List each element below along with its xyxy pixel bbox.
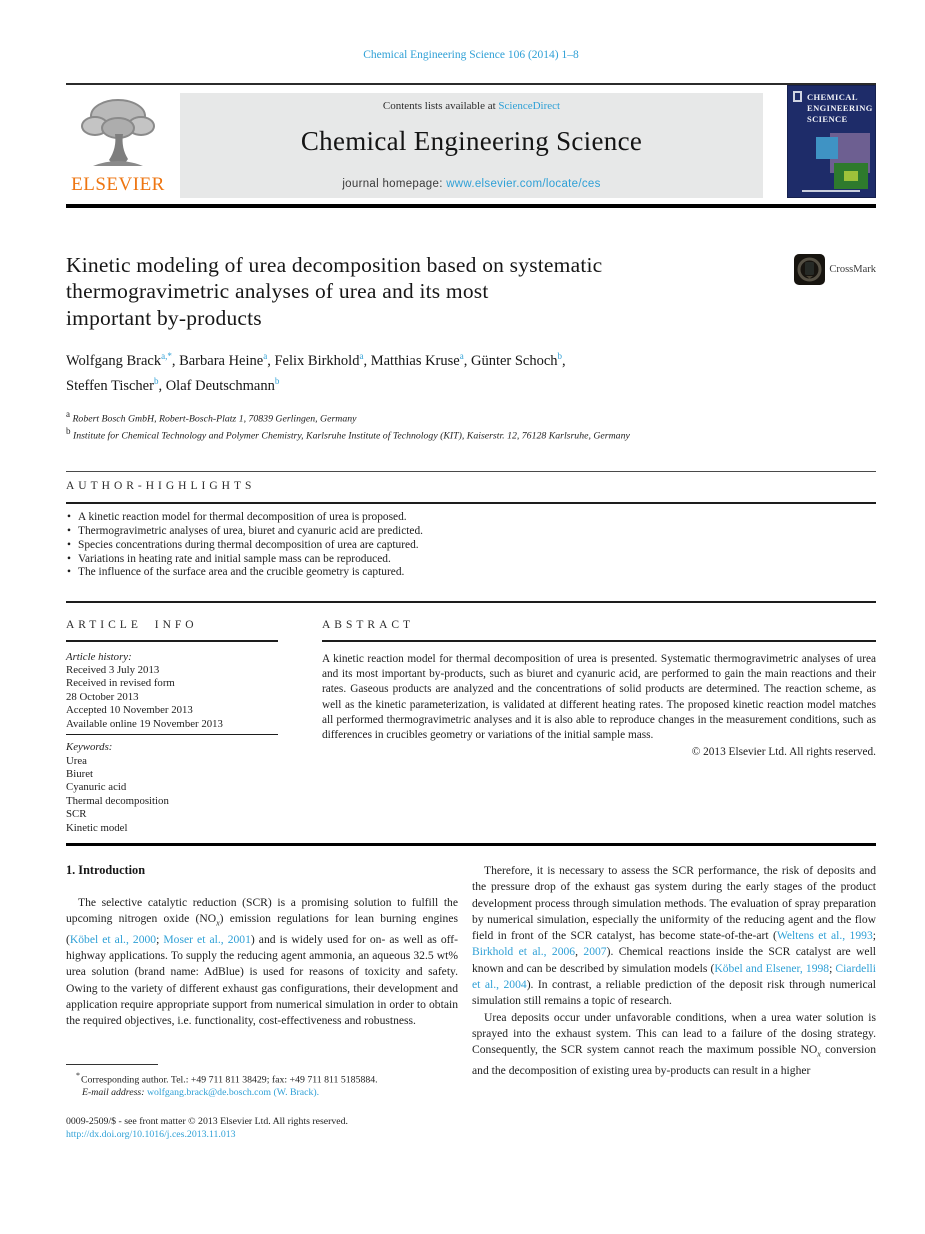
footnote-tel-line: *Corresponding author. Tel.: +49 711 811 38429; fax: +49 711 811 5185884. <box>76 1070 378 1085</box>
citation-link[interactable]: Moser et al., 2001 <box>163 932 251 946</box>
homepage-prefix: journal homepage: <box>342 177 447 190</box>
issn-copyright-line: 0009-2509/$ - see front matter © 2013 Elsevier Ltd. All rights reserved. <box>66 1115 348 1127</box>
keyword: Kinetic model <box>66 821 128 834</box>
crossmark-badge[interactable] <box>794 254 876 285</box>
history-label: Article history: <box>66 650 132 663</box>
cover-title-line: CHEMICAL <box>807 91 858 102</box>
affiliation: $^b$ Institute for Chemical Technology and Polymer Chemistry, Karlsruhe Institute of Technology (KIT), Kaiserstr. 12, 76128 Karlsruhe, Germany <box>66 426 630 442</box>
history-line: 28 October 2013 <box>66 690 139 703</box>
doi-link[interactable]: http://dx.doi.org/10.1016/j.ces.2013.11.013 <box>66 1128 236 1140</box>
citation-link[interactable]: Köbel and Elsener, 1998 <box>714 961 830 975</box>
keywords-label: Keywords: <box>66 741 113 754</box>
highlights-list <box>66 511 876 580</box>
divider-heavy <box>66 843 876 846</box>
abstract-text: A kinetic reaction model for thermal decomposition of urea is presented. Systematic thermogravimetric analyses of urea and its most important by-products, such as biuret and cyanuric acid, are performed to gain the main reactions and their rates. Gaseous products are analyzed and the concentrations of solid products are determined. The reaction scheme, as well as the kinetic parameterization, is validated at different heating rates. The proposed kinetic reaction model matches all performed thermogravimetric analyses and it is also able to reproduce changes in the measurement conditions, such as differences in crucibles geometry or variations of the initial sample mass. <box>322 652 876 742</box>
journal-header-band <box>180 93 763 198</box>
history-line: Available online 19 November 2013 <box>66 717 223 730</box>
author: Felix Birkhold$^a$, <box>274 351 371 369</box>
cover-title-line: SCIENCE <box>807 113 848 124</box>
article-title <box>66 252 876 332</box>
citation-link[interactable]: Köbel et al., 2000 <box>69 932 157 946</box>
highlight-item: • A kinetic reaction model for thermal decomposition of urea is proposed. <box>66 511 876 525</box>
body-right-column <box>472 863 876 1141</box>
highlight-item: • The influence of the surface area and the crucible geometry is captured. <box>66 566 876 580</box>
cover-footer-bar <box>802 190 860 192</box>
divider-heavy <box>66 204 876 208</box>
author: Olaf Deutschmann$^b$ <box>165 376 280 395</box>
affiliations <box>66 408 876 444</box>
footnote-rule <box>66 1064 158 1065</box>
elsevier-logo[interactable] <box>66 93 170 198</box>
section-heading-introduction: 1. Introduction <box>66 862 146 877</box>
keyword: Biuret <box>66 767 93 780</box>
body-paragraph: Therefore, it is necessary to assess the SCR performance, the risk of deposits and the pressure drop of the exhaust gas system during the early stages of the product development process through simulation methods. The evaluation of spray preparation by numerical simulation, especially the uniformity of the reducing agent and the flow field in front of the SCR catalyst, has become state-of-the-art (Weltens et al., 1993; Birkhold et al., 2006, 2007). Chemical reactions inside the SCR catalyst are well known and can be described by simulation models (Köbel and Elsener, 1998; Ciardelli et al., 2004). In contrast, a reliable prediction of the deposit risk through numerical simulation still remains a topic of research. <box>472 863 877 1008</box>
author: Günter Schoch$^b$, <box>470 351 566 369</box>
history-line: Received 3 July 2013 <box>66 664 160 677</box>
journal-homepage-line <box>180 178 763 190</box>
keyword: Thermal decomposition <box>66 794 169 807</box>
intro-paragraph: The selective catalytic reduction (SCR) is a promising solution to fulfill the upcoming nitrogen oxide $(NO_x)$ emission regulations for lean burning engines (Köbel et al., 2000; Moser et al., 2001) and is widely used for on- as well as off-highway applications. To supply the reducing agent ammonia, an aqueous 32.5 wt% urea solution (brand name: AdBlue) is used for reasons of toxicity and safety. Owing to the variety of different exhaust gas configurations, their development and application require appropriate support from numerical simulation in order to obtain the required objectives, i.e. functionality, cost-effectiveness and robustness. <box>66 895 458 1028</box>
contents-line-text: Contents lists available at <box>382 99 499 112</box>
sciencedirect-link[interactable]: ScienceDirect <box>498 99 561 112</box>
divider <box>66 502 876 504</box>
footnote-email-line: E-mail address: wolfgang.brack@de.bosch.com (W. Brack). <box>82 1086 320 1098</box>
divider <box>66 734 278 735</box>
body-left-column <box>66 863 458 1141</box>
crossmark-label: CrossMark <box>829 263 876 275</box>
author: Barbara Heine$^a$, <box>179 351 275 369</box>
author: Matthias Kruse$^a$, <box>370 351 471 369</box>
keyword: SCR <box>66 808 87 821</box>
author: Wolfgang Brack$^{a,*}$, <box>66 351 180 369</box>
article-info-column <box>66 618 278 835</box>
elsevier-tree-icon <box>73 94 163 174</box>
author-list <box>66 346 876 397</box>
cover-elsevier-mark-icon <box>793 91 802 102</box>
journal-citation: Chemical Engineering Science 106 (2014) 1–8 <box>363 49 579 61</box>
abstract-column <box>322 618 876 835</box>
history-line: Received in revised form <box>66 677 175 690</box>
divider <box>66 471 876 472</box>
article-title-line: thermogravimetric analyses of urea and its most <box>66 279 489 303</box>
citation-link[interactable]: Birkhold et al., 2006 <box>472 945 576 959</box>
highlights-heading: AUTHOR-HIGHLIGHTS <box>66 480 256 493</box>
body-paragraph: Urea deposits occur under unfavorable conditions, when a urea water solution is sprayed into the exhaust system. This can lead to a failure of the dosing strategy. Consequently, the SCR system cannot reach the maximum possible $NO_x$ conversion and the decomposition of existing urea by-products can result in a higher <box>472 1010 876 1077</box>
journal-header <box>66 93 876 198</box>
divider <box>66 640 278 642</box>
crossmark-icon <box>794 254 825 285</box>
citation-link[interactable]: 2007 <box>583 945 607 959</box>
keyword: Cyanuric acid <box>66 781 127 794</box>
highlight-item: • Variations in heating rate and initial sample mass can be reproduced. <box>66 553 876 567</box>
divider <box>66 601 876 603</box>
journal-cover-thumbnail[interactable] <box>787 85 876 198</box>
abstract-heading: ABSTRACT <box>322 619 415 632</box>
history-line: Accepted 10 November 2013 <box>66 704 193 717</box>
corresponding-author-footnote <box>66 1064 458 1099</box>
citation-link[interactable]: Weltens et al., 1993 <box>776 929 873 943</box>
citation-link[interactable]: Ciardelli et al., 2004 <box>472 961 876 992</box>
article-title-line: important by-products <box>66 305 262 330</box>
article-info-heading: ARTICLE INFO <box>66 619 198 632</box>
keyword: Urea <box>66 754 87 767</box>
article-title-line: Kinetic modeling of urea decomposition based on systematic <box>66 252 603 277</box>
journal-title: Chemical Engineering Science <box>300 125 643 156</box>
highlight-item: • Species concentrations during thermal decomposition of urea are captured. <box>66 539 876 553</box>
divider <box>66 83 876 85</box>
highlight-item: • Thermogravimetric analyses of urea, biuret and cyanuric acid are predicted. <box>66 525 876 539</box>
cover-art-image <box>816 133 870 189</box>
email-link[interactable]: wolfgang.brack@de.bosch.com (W. Brack). <box>146 1086 320 1098</box>
cover-title-line: ENGINEERING <box>807 102 873 113</box>
affiliation: $^a$ Robert Bosch GmbH, Robert-Bosch-Platz 1, 70839 Gerlingen, Germany <box>66 408 357 424</box>
contents-line <box>180 100 763 112</box>
author: Steffen Tischer$^b$, <box>66 376 166 395</box>
journal-homepage-link[interactable]: www.elsevier.com/locate/ces <box>446 177 601 190</box>
elsevier-logo-text: ELSEVIER <box>71 173 165 195</box>
abstract-copyright: © 2013 Elsevier Ltd. All rights reserved. <box>691 746 876 759</box>
cover-title <box>807 92 873 125</box>
divider <box>322 640 876 642</box>
